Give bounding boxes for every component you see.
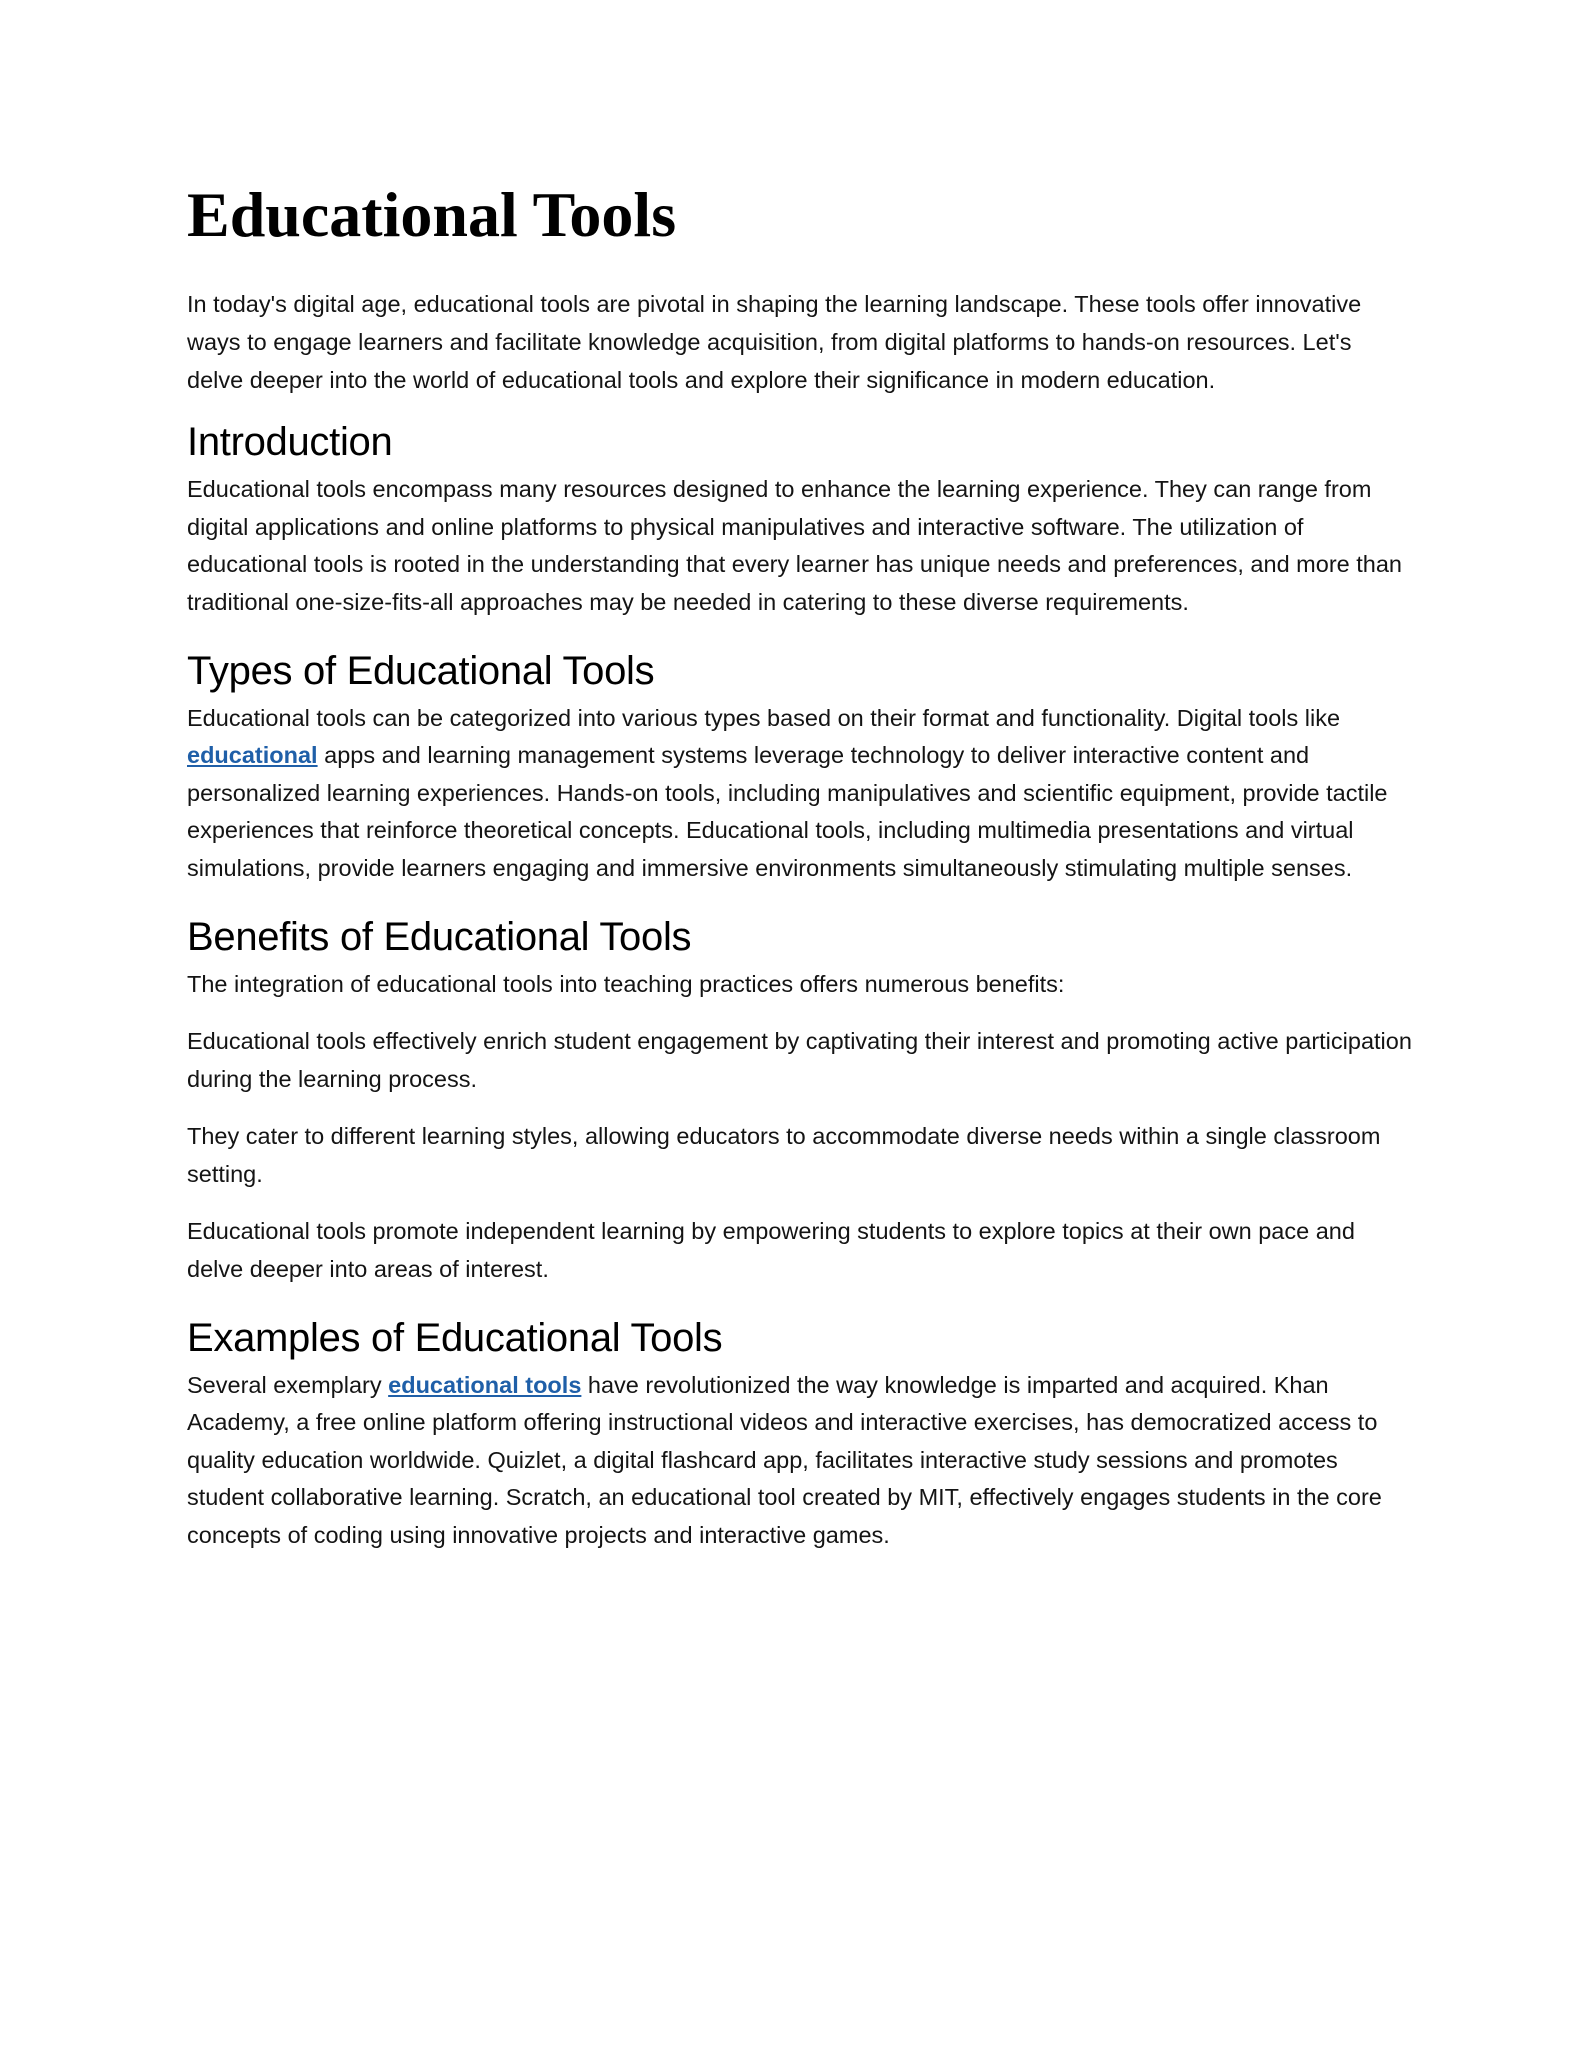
introduction-paragraph: Educational tools encompass many resources designed to enhance the learning experience. They can range from digital applications and online platforms to physical manipulatives and interactive software. The utilization of educational tools is rooted in the understanding that every learner has unique needs and preferences, and more than traditional one-size-fits-all approaches may be needed in catering to these diverse requirements.: [187, 476, 1402, 615]
page-title: Educational Tools: [187, 179, 677, 250]
types-heading: Types of Educational Tools: [187, 648, 655, 693]
educational-tools-link[interactable]: educational tools: [388, 1371, 582, 1398]
introduction-heading: Introduction: [187, 420, 393, 465]
examples-text-after-link: have revolutionized the way knowledge is imparted and acquired. Khan Academy, a free online platform offering instructional videos and interactive exercises, has democratized access to quality education worldwide. Quizlet, a digital flashcard app, facilitates interactive study sessions and promotes student collaborative learning. Scratch, an educational tool created by MIT, effectively engages students in the core concepts of coding using innovative projects and interactive games.: [187, 1371, 1382, 1549]
examples-text-before-link: Several exemplary: [187, 1371, 389, 1398]
types-text-before-link: Educational tools can be categorized into various types based on their format and functionality. Digital tools like: [187, 704, 1341, 731]
benefits-paragraph-3: They cater to different learning styles, allowing educators to accommodate diverse needs within a single classroom setting.: [187, 1123, 1381, 1187]
types-text-after-link: apps and learning management systems leverage technology to deliver interactive content and personalized learning experiences. Hands-on tools, including manipulatives and scientific equipment, provide tactile experiences that reinforce theoretical concepts. Educational tools, including multimedia presentations and virtual simulations, provide learners engaging and immersive environments simultaneously stimulating multiple senses.: [187, 742, 1388, 881]
benefits-paragraph-1: The integration of educational tools into teaching practices offers numerous benefits:: [187, 970, 1065, 997]
benefits-paragraph-2: Educational tools effectively enrich student engagement by captivating their interest and promoting active participation during the learning process.: [187, 1028, 1412, 1092]
benefits-paragraph-4: Educational tools promote independent learning by empowering students to explore topics at their own pace and delve deeper into areas of interest.: [187, 1218, 1355, 1283]
educational-link[interactable]: educational: [187, 742, 318, 769]
document-page: [187, 180, 1412, 1581]
examples-heading: Examples of Educational Tools: [187, 1315, 723, 1360]
examples-paragraph: [187, 1367, 1412, 1555]
types-paragraph: [187, 700, 1412, 888]
section-types: [187, 648, 1412, 888]
section-examples: [187, 1315, 1412, 1555]
section-benefits: [187, 914, 1412, 1289]
benefits-heading: Benefits of Educational Tools: [187, 914, 692, 959]
section-introduction: [187, 419, 1412, 621]
intro-paragraph: In today's digital age, educational tools are pivotal in shaping the learning landscape. These tools offer innovative ways to engage learners and facilitate knowledge acquisition, from digital platforms to hands-on resources. Let's delve deeper into the world of educational tools and explore their significance in modern education.: [187, 291, 1362, 393]
